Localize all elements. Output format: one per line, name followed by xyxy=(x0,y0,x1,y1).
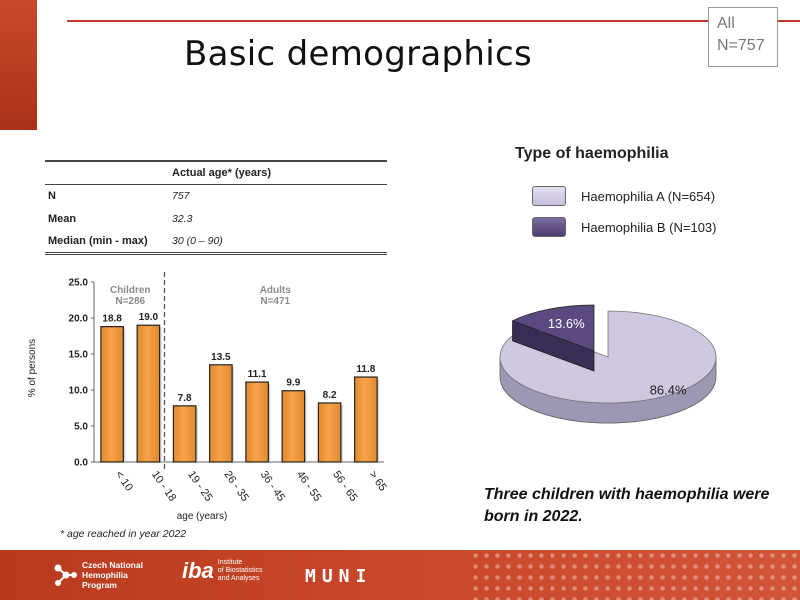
age-summary-table xyxy=(45,160,387,255)
bar-value-label: 9.9 xyxy=(286,377,301,389)
pie-label-haemophilia-a: 86.4% xyxy=(649,382,687,398)
legend-label-b: Haemophilia B (N=103) xyxy=(581,219,717,235)
iba-line1: Institute xyxy=(217,559,243,566)
legend-label-a: Haemophilia A (N=654) xyxy=(581,188,716,204)
y-tick-label: 0.0 xyxy=(74,457,88,469)
bar-value-label: 18.8 xyxy=(102,313,122,325)
all-count: N=757 xyxy=(717,37,765,54)
x-tick-label: 19 - 25 xyxy=(185,468,215,504)
left-accent-bar xyxy=(0,0,37,130)
bar xyxy=(318,403,340,462)
y-tick-label: 20.0 xyxy=(68,313,88,325)
x-tick-label: 10 - 18 xyxy=(148,468,179,504)
logo1-line3: Program xyxy=(82,580,117,590)
note-text: Three children with haemophilia were born in 2022. xyxy=(484,486,770,525)
table-row xyxy=(45,207,387,230)
legend-swatch-a xyxy=(532,186,566,206)
bar xyxy=(355,377,377,462)
row-value: 757 xyxy=(172,189,190,202)
iba-mark: iba xyxy=(182,558,214,583)
y-tick-label: 15.0 xyxy=(68,349,88,361)
logo1-line1: Czech National xyxy=(82,560,143,570)
row-label: Mean xyxy=(48,212,77,225)
x-tick-label: 26 - 35 xyxy=(221,468,251,504)
table-header-row xyxy=(45,161,387,184)
haemophilia-type-pie-chart xyxy=(490,295,730,445)
footnote: * age reached in year 2022 xyxy=(60,528,187,540)
top-divider-line xyxy=(67,20,800,22)
bar xyxy=(101,327,123,462)
bar xyxy=(282,391,304,462)
slide-title: Basic demographics xyxy=(184,34,533,74)
row-value: 32.3 xyxy=(172,212,193,225)
table-header-age: Actual age* (years) xyxy=(172,166,272,179)
bar-value-label: 7.8 xyxy=(177,392,192,404)
pie-label-haemophilia-b: 13.6% xyxy=(547,315,585,331)
iba-logo xyxy=(182,558,263,584)
all-label: All xyxy=(717,15,735,32)
x-tick-label: 46 - 55 xyxy=(293,468,324,504)
bar-value-label: 8.2 xyxy=(322,389,337,401)
y-tick-label: 5.0 xyxy=(74,421,88,433)
table-row xyxy=(45,184,387,207)
table-row xyxy=(45,230,387,253)
x-tick-label: 56 - 65 xyxy=(330,468,360,504)
x-tick-label: > 65 xyxy=(366,468,389,494)
bar-value-label: 11.1 xyxy=(247,369,267,381)
bar xyxy=(173,406,195,462)
bar-value-label: 11.8 xyxy=(356,364,376,376)
bar-value-label: 13.5 xyxy=(211,351,231,363)
footer-dots-pattern xyxy=(470,550,800,600)
logo1-line2: Hemophilia xyxy=(82,570,128,580)
legend-item-haemophilia-b xyxy=(532,217,716,237)
x-tick-label: 36 - 45 xyxy=(257,468,288,504)
bar-value-label: 19.0 xyxy=(138,312,159,324)
bar xyxy=(210,365,232,462)
y-tick-label: 25.0 xyxy=(68,277,88,289)
adults-label: Adults xyxy=(259,285,291,296)
adults-count: N=471 xyxy=(260,296,291,307)
children-label: Children xyxy=(109,285,151,296)
czech-hemophilia-logo xyxy=(52,560,143,590)
footer-bar xyxy=(0,550,800,600)
all-count-box xyxy=(708,7,778,67)
bar xyxy=(246,382,268,462)
y-tick-label: 10.0 xyxy=(68,385,88,397)
iba-line3: and Analyses xyxy=(217,575,260,582)
y-axis-label: % of persons xyxy=(27,338,38,398)
row-label: N xyxy=(48,189,56,202)
legend-swatch-b xyxy=(532,217,566,237)
x-tick-label: < 10 xyxy=(112,468,135,494)
muni-logo: MUNI xyxy=(305,566,373,587)
network-icon xyxy=(52,562,78,588)
legend-item-haemophilia-a xyxy=(532,186,715,206)
bar xyxy=(137,325,159,462)
children-count: N=286 xyxy=(115,296,146,307)
iba-line2: of Biostatistics xyxy=(217,567,263,574)
x-axis-label: age (years) xyxy=(176,511,228,522)
row-label: Median (min - max) xyxy=(48,234,148,247)
table-header-empty xyxy=(45,161,169,184)
row-value: 30 (0 – 90) xyxy=(172,234,223,247)
age-distribution-bar-chart xyxy=(20,268,400,528)
pie-title: Type of haemophilia xyxy=(515,145,669,162)
